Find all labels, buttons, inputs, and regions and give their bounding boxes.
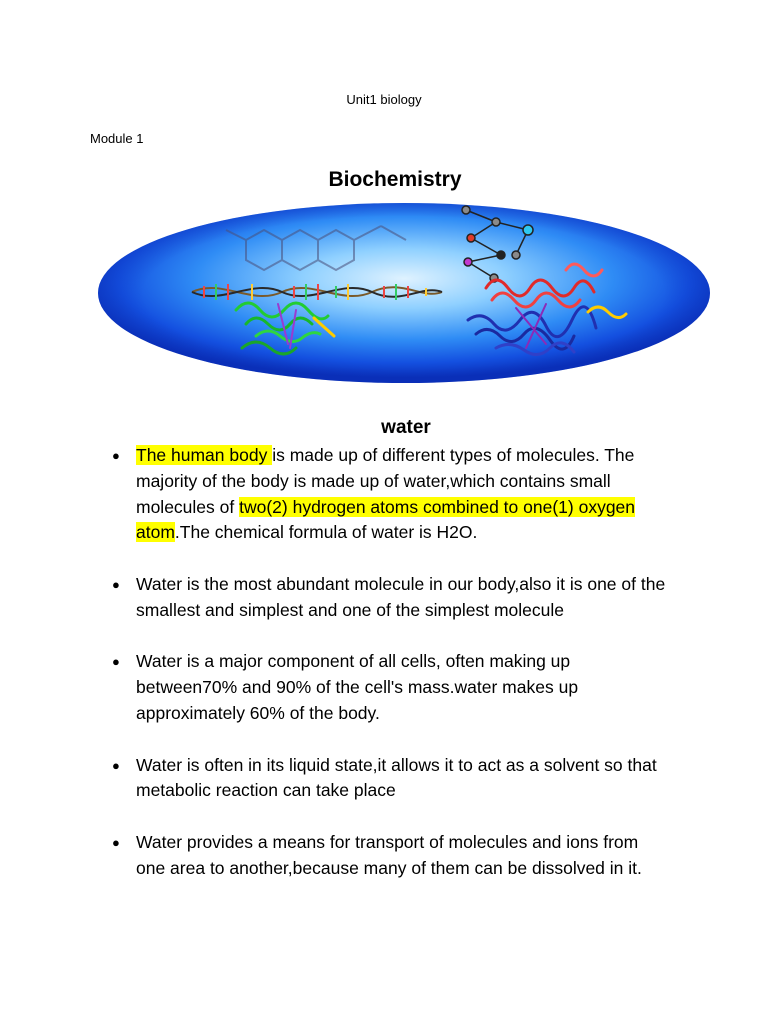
bullet-list bbox=[112, 443, 672, 907]
highlighted-text: The human body bbox=[136, 445, 273, 465]
list-item-text: is made up of different types of molecules. The majority of the body is made up of water,which contains small molecules of bbox=[136, 445, 635, 517]
list-item-text: .The chemical formula of water is H2O. bbox=[174, 522, 478, 543]
list-item: ● Water is the most abundant molecule in our body,also it is one of the smallest and simplest and one of the simplest molecule bbox=[112, 572, 672, 624]
module-label: Module 1 bbox=[90, 131, 144, 146]
document-header: Unit1 biology bbox=[346, 92, 422, 107]
list-item: ● Water is a major component of all cells, often making up between70% and 90% of the cell's mass.water makes up approximately 60% of the body. bbox=[112, 649, 672, 726]
biochemistry-banner-image bbox=[96, 200, 712, 386]
list-item: ● Water is often in its liquid state,it allows it to act as a solvent so that metabolic reaction can take place bbox=[112, 753, 672, 805]
list-item: ● Water provides a means for transport of molecules and ions from one area to another,because many of them can be dissolved in it. bbox=[112, 830, 672, 882]
page-title: Biochemistry bbox=[328, 168, 462, 191]
list-item bbox=[112, 443, 672, 546]
highlighted-text: two(2) hydrogen atoms combined to one(1) oxygen atom bbox=[136, 496, 636, 543]
section-title-water: water bbox=[381, 417, 431, 438]
